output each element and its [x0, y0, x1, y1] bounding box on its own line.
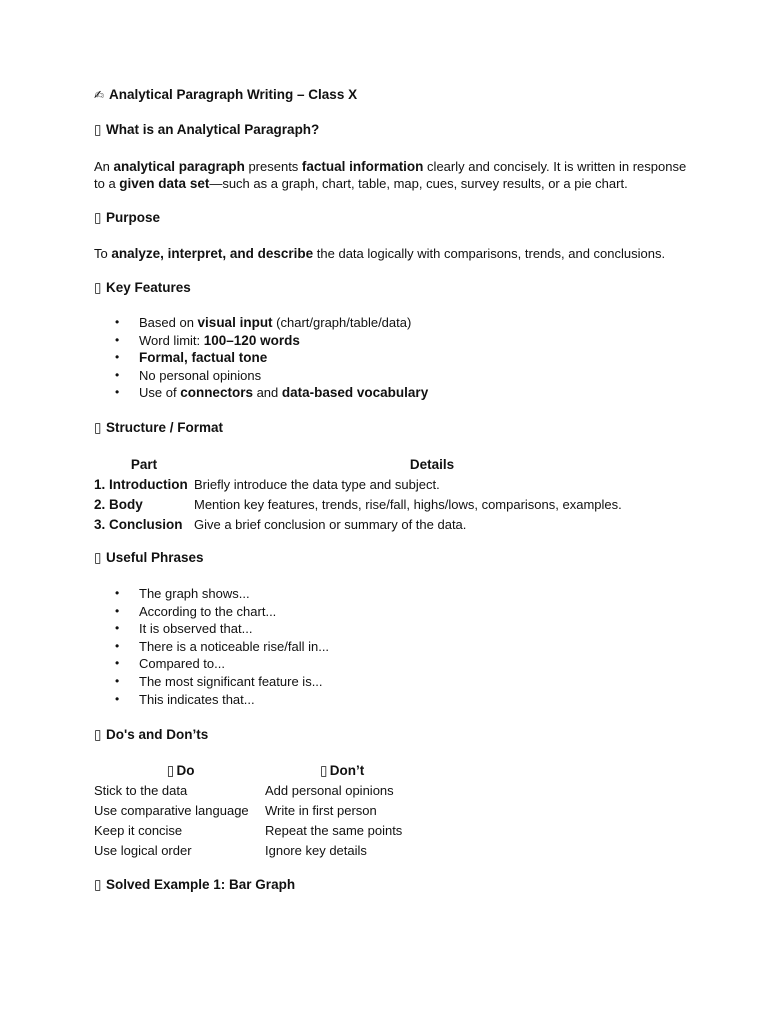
- table-header-row: [94, 455, 670, 475]
- missing-glyph-icon: ▯: [166, 763, 175, 778]
- missing-glyph-icon: ▯: [94, 877, 102, 892]
- text: To: [94, 246, 112, 261]
- missing-glyph-icon: ▯: [320, 763, 328, 778]
- column-header-do-text: Do: [176, 763, 195, 778]
- column-header-part: Part: [130, 457, 158, 472]
- bold-text: Formal, factual tone: [139, 350, 268, 366]
- list-item: • There is a noticeable rise/fall in...: [94, 638, 329, 656]
- features-list: [94, 314, 428, 402]
- phrases-list: [94, 585, 329, 708]
- section-heading-dos: [94, 727, 208, 743]
- document-title-text: Analytical Paragraph Writing – Class X: [109, 87, 358, 102]
- list-item: [94, 332, 428, 350]
- table-row: [94, 475, 670, 495]
- part-cell: 1. Introduction: [94, 477, 188, 492]
- text: the data logically with comparisons, trends, and conclusions.: [313, 246, 666, 261]
- section-heading-phrases: [94, 550, 204, 566]
- column-header-details: Details: [409, 457, 455, 472]
- missing-glyph-icon: ▯: [94, 122, 102, 137]
- list-item: [94, 367, 428, 385]
- bold-text: 100–120 words: [203, 332, 300, 348]
- table-row: [94, 801, 417, 821]
- dont-cell: Write in first person: [265, 803, 377, 818]
- document-title: [94, 87, 357, 102]
- dont-cell: Ignore key details: [265, 843, 367, 858]
- column-header-dont-text: Don’t: [329, 763, 365, 778]
- missing-glyph-icon: ▯: [94, 280, 102, 295]
- text: to a: [94, 176, 120, 191]
- missing-glyph-icon: ▯: [94, 550, 102, 565]
- section-heading-what: [94, 122, 319, 138]
- list-item: • The most significant feature is...: [94, 673, 329, 691]
- missing-glyph-icon: ▯: [94, 727, 102, 742]
- table-row: [94, 495, 670, 515]
- table-row: [94, 515, 670, 535]
- details-cell: Give a brief conclusion or summary of the data.: [194, 517, 467, 532]
- section-heading-structure: [94, 420, 223, 436]
- bold-text: data-based vocabulary: [281, 385, 429, 401]
- missing-glyph-icon: ▯: [94, 210, 102, 225]
- dont-cell: Repeat the same points: [265, 823, 403, 838]
- what-paragraph-line-1: [94, 158, 686, 175]
- details-cell: Mention key features, trends, rise/fall, highs/lows, comparisons, examples.: [194, 497, 622, 512]
- bold-text: analyze, interpret, and describe: [111, 246, 314, 261]
- writing-hand-icon: ✍: [94, 88, 105, 102]
- do-cell: Use logical order: [94, 843, 192, 858]
- part-cell: 3. Conclusion: [94, 517, 183, 532]
- list-item: [94, 349, 428, 367]
- missing-glyph-icon: ▯: [94, 420, 102, 435]
- table-row: [94, 841, 417, 861]
- column-header-dont: [265, 761, 417, 781]
- bold-text: analytical paragraph: [113, 159, 245, 174]
- what-paragraph-line-2: [94, 175, 628, 192]
- list-item: [94, 314, 428, 332]
- bold-text: connectors: [180, 385, 253, 401]
- text: An: [94, 159, 114, 174]
- bold-text: given data set: [119, 176, 210, 191]
- text: —such as a graph, chart, table, map, cues, survey results, or a pie chart.: [209, 176, 628, 191]
- text: Use of: [139, 385, 181, 401]
- list-item: • It is observed that...: [94, 620, 329, 638]
- purpose-paragraph: [94, 245, 665, 262]
- table-row: [94, 781, 417, 801]
- do-cell: Use comparative language: [94, 803, 249, 818]
- text: Based on: [139, 315, 198, 330]
- details-cell: Briefly introduce the data type and subject.: [194, 477, 440, 492]
- text: and: [252, 385, 282, 401]
- table-header-row: [94, 761, 417, 781]
- heading-text: Structure / Format: [106, 420, 224, 435]
- part-cell: 2. Body: [94, 497, 143, 512]
- text: (chart/graph/table/data): [272, 315, 412, 330]
- section-heading-example: [94, 877, 295, 893]
- table-row: [94, 821, 417, 841]
- bold-text: visual input: [197, 315, 273, 330]
- heading-text: Useful Phrases: [106, 550, 204, 565]
- heading-text: Solved Example 1: Bar Graph: [106, 877, 296, 892]
- text: clearly and concisely. It is written in response: [423, 159, 687, 174]
- do-cell: Keep it concise: [94, 823, 183, 838]
- heading-text: What is an Analytical Paragraph?: [106, 122, 320, 137]
- list-item: [94, 384, 428, 402]
- structure-table: [94, 455, 670, 535]
- list-item: • According to the chart...: [94, 603, 329, 621]
- heading-text: Purpose: [106, 210, 161, 225]
- section-heading-purpose: [94, 210, 160, 226]
- bold-text: factual information: [301, 159, 424, 174]
- list-item: • Compared to...: [94, 655, 329, 673]
- section-heading-features: [94, 280, 191, 296]
- column-header-do: [94, 761, 265, 781]
- do-cell: Stick to the data: [94, 783, 188, 798]
- heading-text: Do's and Don’ts: [106, 727, 209, 742]
- dont-cell: Add personal opinions: [265, 783, 394, 798]
- text: presents: [244, 159, 302, 174]
- list-item: • The graph shows...: [94, 585, 329, 603]
- list-item: • This indicates that...: [94, 691, 329, 709]
- text: No personal opinions: [139, 367, 262, 383]
- heading-text: Key Features: [106, 280, 191, 295]
- text: Word limit:: [139, 332, 204, 348]
- dos-donts-table: [94, 761, 417, 861]
